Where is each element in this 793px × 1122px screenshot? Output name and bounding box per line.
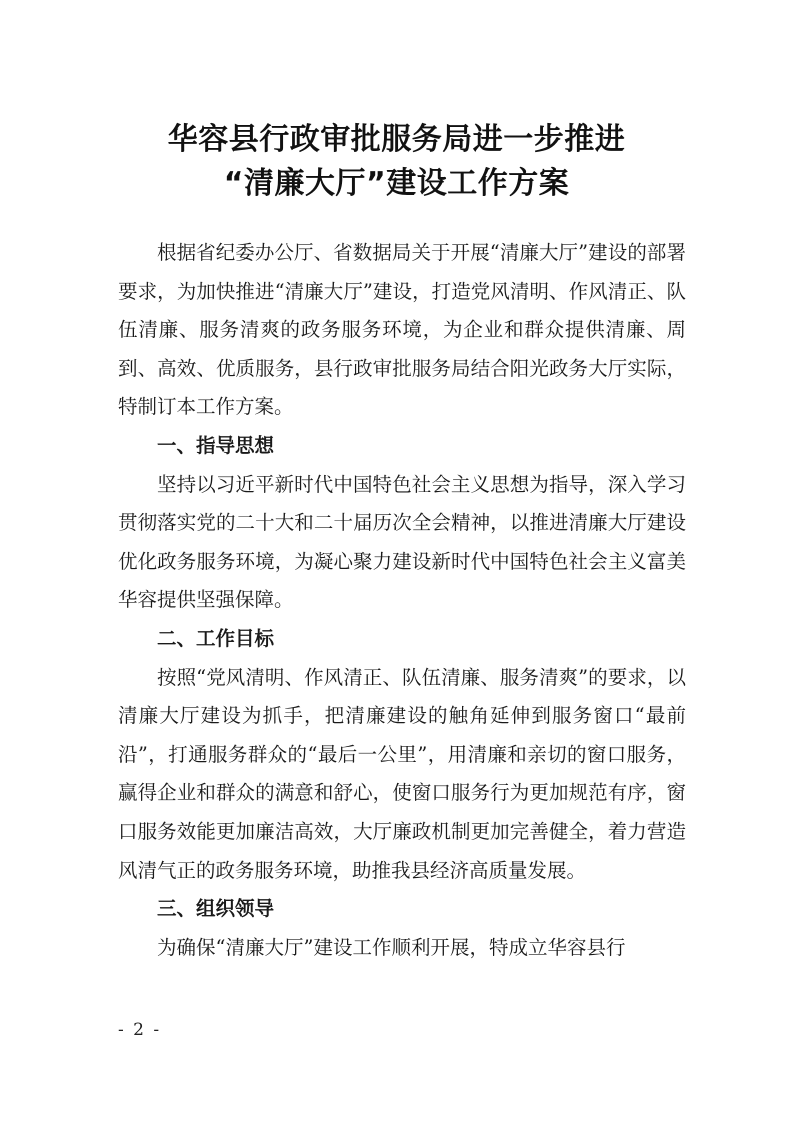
page-number: - 2 -	[118, 1020, 162, 1040]
intro-paragraph: 根据省纪委办公厅、省数据局关于开展“清廉大厅”建设的部署要求，为加快推进“清廉大厅”建设，打造党风清明、作风清正、队伍清廉、服务清爽的政务服务环境，为企业和群众提供清廉、周到、高效、优质服务，县行政审批服务局结合阳光政务大厅实际，特制订本工作方案。	[118, 241, 686, 419]
section-heading-work-objectives: 二、工作目标	[157, 626, 275, 650]
section-paragraph-guiding-ideology: 坚持以习近平新时代中国特色社会主义思想为指导，深入学习贯彻落实党的二十大和二十届历次全会精神，以推进清廉大厅建设优化政务服务环境，为凝心聚力建设新时代中国特色社会主义富美华容提供坚强保障。	[118, 472, 686, 612]
document-body	[118, 234, 686, 967]
document-title-line-2: “清廉大厅”建设工作方案	[223, 166, 570, 201]
section-paragraph-organizational-leadership: 为确保“清廉大厅”建设工作顺利开展，特成立华容县行	[157, 935, 626, 959]
section-heading-organizational-leadership: 三、组织领导	[157, 897, 275, 921]
section-paragraph-work-objectives: 按照“党风清明、作风清正、队伍清廉、服务清爽”的要求，以清廉大厅建设为抓手，把清廉建设的触角延伸到服务窗口“最前沿”，打通服务群众的“最后一公里”，用清廉和亲切的窗口服务，赢得企业和群众的满意和舒心，使窗口服务行为更加规范有序，窗口服务效能更加廉洁高效，大厅廉政机制更加完善健全，着力营造风清气正的政务服务环境，助推我县经济高质量发展。	[118, 665, 686, 882]
document-title-line-1: 华容县行政审批服务局进一步推进	[167, 122, 626, 157]
section-heading-guiding-ideology: 一、指导思想	[157, 433, 275, 457]
